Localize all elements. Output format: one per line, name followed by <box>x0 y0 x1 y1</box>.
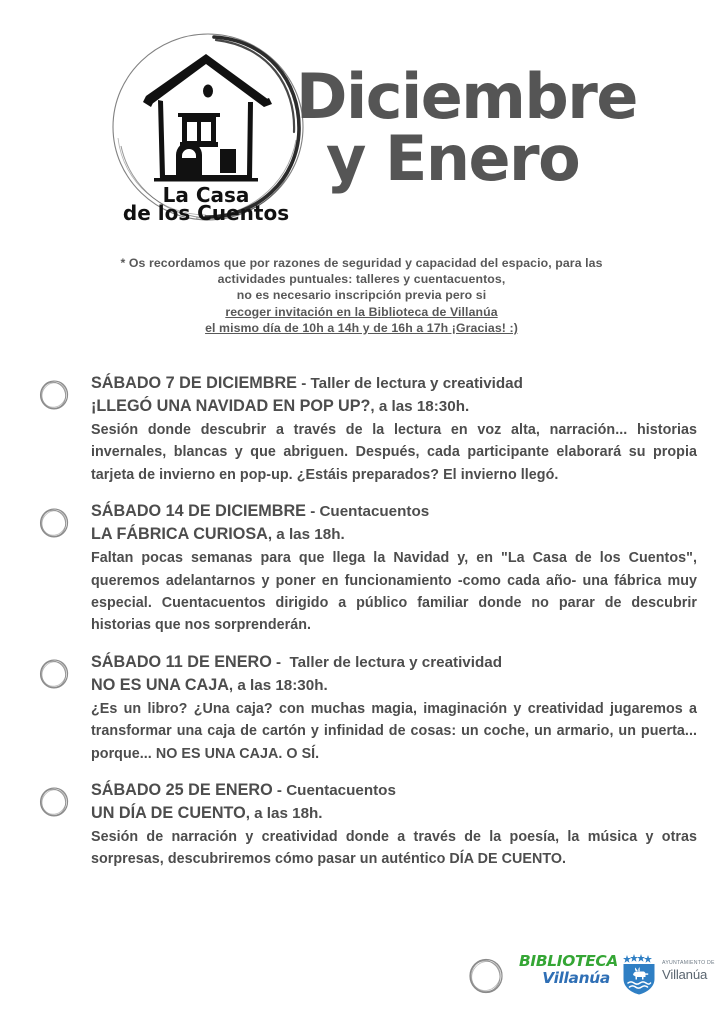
stars-crown <box>623 954 652 963</box>
event-item <box>0 651 723 765</box>
poster-footer <box>0 952 723 1010</box>
event-separator: - <box>272 782 287 800</box>
event-description: Sesión de narración y creatividad donde a través de la poesía, la música y otras sorpresas, descubriremos cómo pasar un auténtico DÍA DE CUENTO. <box>91 829 697 868</box>
circle-bullet-icon <box>37 657 71 691</box>
poster-title <box>296 60 716 195</box>
events-list <box>0 372 723 885</box>
event-headline <box>91 372 697 395</box>
event-item <box>0 779 723 871</box>
ayuntamiento-villanua-logo <box>621 952 721 998</box>
event-description: ¿Es un libro? ¿Una caja? con muchas magia, imaginación y creatividad jugaremos a transformar una caja de cartón y infinidad de cosas: un coche, un armario, un puerta... porque... NO ES UNA CAJA. O SÍ. <box>91 700 697 762</box>
event-title: UN DÍA DE CUENTO <box>91 804 246 823</box>
logo-wordmark-line2: de los Cuentos <box>122 201 290 225</box>
event-date: SÁBADO 7 DE DICIEMBRE <box>91 374 297 392</box>
title-line-enero: y Enero <box>326 122 580 195</box>
notice-block <box>61 255 662 336</box>
logo-wordmark-line1: La Casa <box>162 183 250 207</box>
event-time: , a las 18h. <box>267 526 345 544</box>
circle-bullet-icon <box>37 378 71 412</box>
event-title-line <box>91 523 697 546</box>
notice-line-1: * Os recordamos que por razones de seguridad y capacidad del espacio, para las <box>120 256 603 270</box>
circle-bullet-icon <box>37 785 71 819</box>
event-type: Taller de lectura y creatividad <box>289 653 502 671</box>
event-time: , a las 18:30h. <box>370 398 470 415</box>
event-type: Cuentacuentos <box>286 782 396 800</box>
casa-de-los-cuentos-logo <box>96 28 316 233</box>
coat-of-arms-shield-icon <box>621 953 657 995</box>
event-date: SÁBADO 25 DE ENERO <box>91 781 273 800</box>
event-date: SÁBADO 14 DE DICIEMBRE <box>91 502 306 521</box>
event-separator: - <box>296 375 311 392</box>
event-description: Faltan pocas semanas para que llega la Navidad y, en "La Casa de los Cuentos", queremos adelantarnos y poner en funcionamiento -como cada año- una fábrica muy especial. Cuentacuentos dirigido a público familiar donde no parar de descubrir historias que nos sorprenderán. <box>91 550 697 634</box>
event-separator: - <box>271 653 290 671</box>
notice-line-2: actividades puntuales: talleres y cuentacuentos, <box>217 272 506 287</box>
title-line-diciembre: Diciembre <box>296 60 637 133</box>
event-separator: - <box>305 503 320 521</box>
event-title-line <box>91 395 697 418</box>
event-title: LA FÁBRICA CURIOSA <box>91 525 268 544</box>
ayuntamiento-text <box>662 960 723 982</box>
biblioteca-label: BIBLIOTECA <box>519 952 619 970</box>
event-time: , a las 18h. <box>245 805 323 823</box>
event-time: , a las 18:30h. <box>228 676 328 694</box>
event-title-line <box>91 674 697 697</box>
logo-svg <box>96 28 316 233</box>
event-headline <box>91 779 697 802</box>
event-title-line <box>91 802 697 825</box>
event-item <box>0 372 723 486</box>
event-type: Cuentacuentos <box>319 503 430 521</box>
event-title: ¡LLEGÓ UNA NAVIDAD EN POP UP? <box>91 397 371 415</box>
notice-line-4: recoger invitación en la Biblioteca de Villanúa <box>225 304 498 319</box>
notice-line-3: no es necesario inscripción previa pero si <box>236 288 487 303</box>
event-headline <box>91 500 697 523</box>
event-type: Taller de lectura y creatividad <box>310 375 523 392</box>
circle-bullet-icon <box>466 956 506 996</box>
ayuntamiento-villanua-label: Villanúa <box>662 967 708 982</box>
biblioteca-villanua-label: Villanúa <box>542 969 610 987</box>
event-item <box>0 500 723 637</box>
biblioteca-villanua-logo <box>519 952 619 987</box>
event-date: SÁBADO 11 DE ENERO <box>91 652 272 671</box>
poster-header <box>0 0 723 235</box>
house-icon <box>143 54 272 182</box>
event-title: NO ES UNA CAJA <box>91 675 229 694</box>
event-description: Sesión donde descubrir a través de la lectura en voz alta, narración... historias invernales, blancas y que abriguen. Después, cada participante elaborará su propia tarjeta de invierno en pop-up. ¿Estáis preparados? El invierno llegó. <box>91 422 697 483</box>
event-headline <box>91 651 697 674</box>
notice-line-5: el mismo día de 10h a 14h y de 16h a 17h ¡Gracias! :) <box>205 320 518 335</box>
circle-bullet-icon <box>37 506 71 540</box>
ayuntamiento-label: AYUNTAMIENTO DE <box>662 960 715 966</box>
